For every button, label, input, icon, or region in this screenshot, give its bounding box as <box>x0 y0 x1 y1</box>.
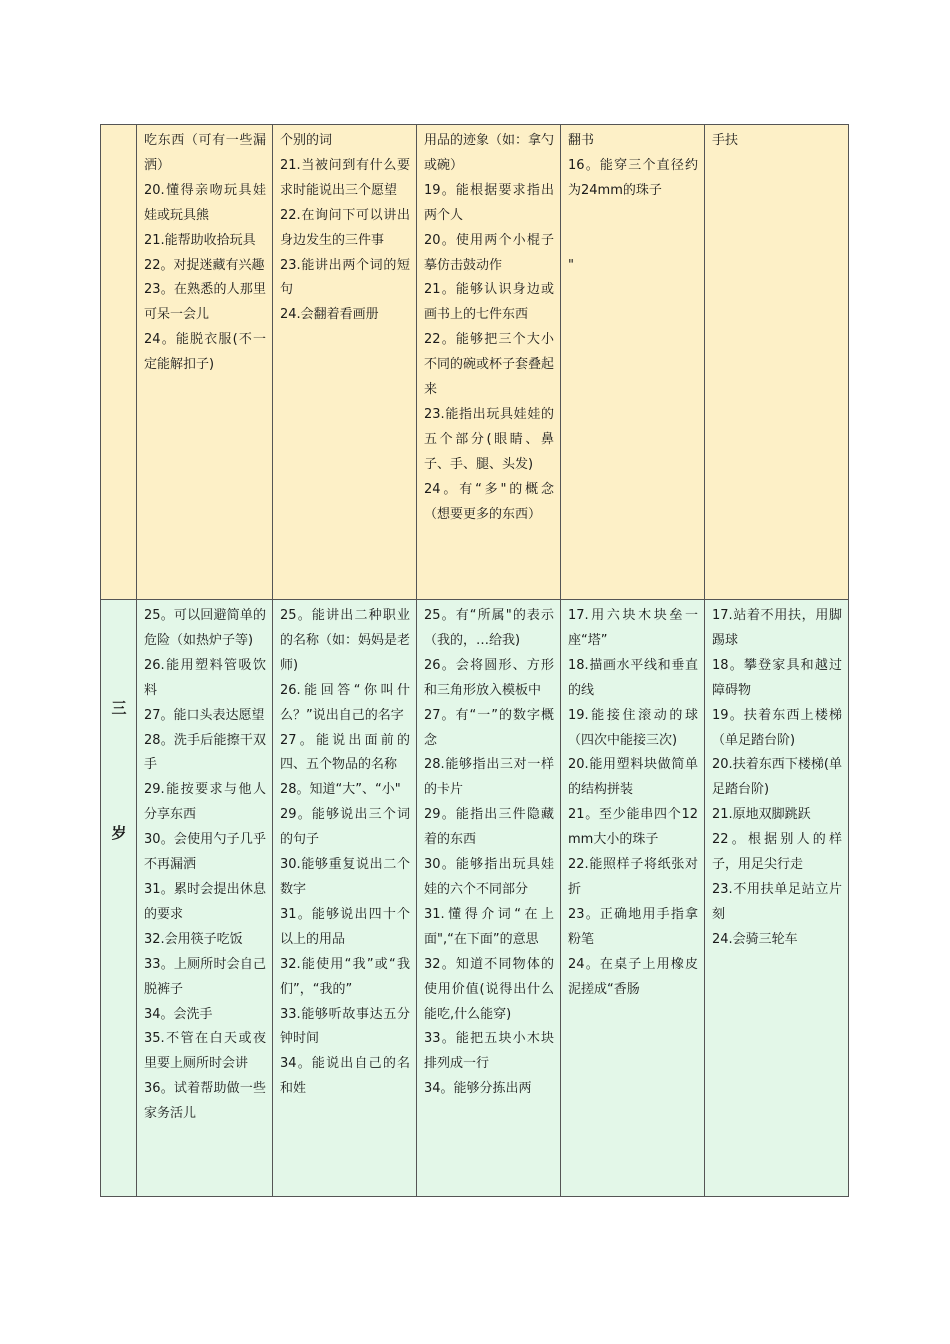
table-row-continued <box>101 125 849 600</box>
milestone-item: 手扶 <box>712 133 739 148</box>
milestone-item: 28.能够指出三对一样的卡片 <box>424 757 554 798</box>
milestone-item: 24。在桌子上用橡皮泥搓成“香肠 <box>568 956 698 997</box>
milestone-item: 26.能回答“你叫什么？”说出自己的名字 <box>280 682 410 723</box>
milestone-item: 32.会用筷子吃饭 <box>144 931 243 947</box>
milestone-item: 29。能指出三件隐藏着的东西 <box>424 807 554 848</box>
milestone-item: 26。会将圆形、方形和三角形放入模板中 <box>424 657 554 698</box>
milestone-item: 17.站着不用扶，用脚踢球 <box>712 608 842 648</box>
milestone-item: 32。知道不同物体的使用价值(说得出什么能吃,什么能穿) <box>424 956 554 1022</box>
milestone-item: 27。能说出面前的四、五个物品的名称 <box>280 732 410 773</box>
milestone-item <box>568 229 698 254</box>
milestone-item: 27。有“一”的数字概念 <box>424 707 554 748</box>
milestone-item: 个别的词 <box>280 133 333 148</box>
milestone-item: 22。根据别人的样子，用足尖行走 <box>712 832 842 873</box>
milestone-item: 31。累时会提出休息的要求 <box>144 881 266 922</box>
milestone-item: 30.能够重复说出二个数字 <box>280 857 410 897</box>
milestone-item: 吃东西（可有一些漏洒） <box>144 133 266 173</box>
milestone-item: 21.当被问到有什么要求时能说出三个愿望 <box>280 157 410 198</box>
cell-fine-motor <box>561 125 705 600</box>
milestone-item: 35.不管在白天或夜里要上厕所时会讲 <box>144 1031 266 1072</box>
milestone-item: 25。可以回避简单的危险（如热炉子等) <box>144 608 266 648</box>
age-label-char-1: 三 <box>111 699 127 717</box>
milestone-item: 21.原地双脚跳跃 <box>712 807 811 823</box>
milestone-item: 27。能口头表达愿望 <box>144 707 265 723</box>
milestone-item: 16。能穿三个直径约为24mm的珠子 <box>568 157 698 198</box>
milestone-item: 22.能照样子将纸张对折 <box>568 857 698 897</box>
milestone-item: 33。上厕所时会自己脱裤子 <box>144 956 266 997</box>
cell-self-care <box>137 125 273 600</box>
milestone-item: 24.会骑三轮车 <box>712 931 798 947</box>
milestone-item: 18。攀登家具和越过障碍物 <box>712 657 842 698</box>
milestone-item: 23.能指出玩具娃娃的五个部分(眼睛、鼻子、手、腿、头发) <box>424 406 554 472</box>
cell-gross-motor <box>705 125 849 600</box>
milestone-item: 34。能说出自己的名和姓 <box>280 1056 410 1097</box>
milestone-item: 20.懂得亲吻玩具娃娃或玩具熊 <box>144 182 266 223</box>
milestone-item: 31。能够说出四十个以上的用品 <box>280 906 410 947</box>
milestone-item: 22.在询问下可以讲出身边发生的三件事 <box>280 207 410 248</box>
cell-self-care <box>137 600 273 1197</box>
milestone-item: 23.不用扶单足站立片刻 <box>712 881 842 922</box>
milestone-item: 36。试着帮助做一些家务活儿 <box>144 1081 266 1122</box>
milestone-item: 30。会使用勺子几乎不再漏洒 <box>144 832 266 873</box>
milestone-item: 25。有“所属"的表示（我的，…给我) <box>424 608 554 648</box>
milestone-item: 22。对捉迷藏有兴趣 <box>144 257 265 273</box>
milestone-item: 19.能接住滚动的球（四次中能接三次) <box>568 707 698 748</box>
milestone-item: 32.能使用“我”或“我们”，“我的” <box>280 956 410 997</box>
milestone-item: 20.扶着东西下楼梯(单足踏台阶) <box>712 757 842 798</box>
milestone-item: 24。有“多"的概念（想要更多的东西） <box>424 481 554 522</box>
milestone-item <box>568 204 698 229</box>
development-milestones-table <box>100 124 849 1197</box>
milestone-item: 24.会翻着看画册 <box>280 307 379 323</box>
milestone-item: 18.描画水平线和垂直的线 <box>568 657 698 698</box>
cell-fine-motor <box>561 600 705 1197</box>
milestone-item: 25。能讲出二种职业的名称（如：妈妈是老师) <box>280 608 411 673</box>
milestone-item: " <box>568 257 574 273</box>
cell-cognition <box>417 125 561 600</box>
milestone-item: 29.能按要求与他人分享东西 <box>144 782 266 823</box>
milestone-item: 20。使用两个小棍子摹仿击鼓动作 <box>424 232 554 273</box>
milestone-item: 33.能够听故事达五分钟时间 <box>280 1006 410 1047</box>
cell-cognition <box>417 600 561 1197</box>
cell-gross-motor <box>705 600 849 1197</box>
milestone-item: 21。至少能串四个12mm大小的珠子 <box>568 807 698 848</box>
milestone-item: 21。能够认识身边或画书上的七件东西 <box>424 282 554 323</box>
milestone-item: 29。能够说出三个词的句子 <box>280 807 410 848</box>
milestone-item: 34。能够分拣出两 <box>424 1081 532 1097</box>
milestone-item: 23。正确地用手指拿粉笔 <box>568 906 698 947</box>
age-cell <box>101 125 137 600</box>
milestone-item: 19。扶着东西上楼梯（单足踏台阶) <box>712 707 842 748</box>
age-label-char-2: 岁 <box>111 824 127 842</box>
milestone-item: 24。能脱衣服(不一定能解扣子) <box>144 332 266 373</box>
milestone-item: 19。能根据要求指出两个人 <box>424 182 554 223</box>
milestone-item: 17.用六块木块垒一座“塔” <box>568 608 698 648</box>
milestone-item: 33。能把五块小木块排列成一行 <box>424 1031 554 1072</box>
milestone-item: 21.能帮助收拾玩具 <box>144 232 256 248</box>
milestone-item: 23.能讲出两个词的短句 <box>280 257 410 298</box>
age-cell <box>101 600 137 1197</box>
milestone-item: 28。洗手后能擦干双手 <box>144 732 266 773</box>
milestone-item: 22。能够把三个大小不同的碗或杯子套叠起来 <box>424 332 555 398</box>
milestone-item: 28。知道“大”、“小" <box>280 782 401 798</box>
milestone-item: 26.能用塑料管吸饮料 <box>144 657 266 698</box>
milestone-item: 20.能用塑料块做简单的结构拼装 <box>568 757 698 798</box>
milestone-item: 30。能够指出玩具娃娃的六个不同部分 <box>424 857 554 897</box>
milestone-item: 34。会洗手 <box>144 1006 213 1022</box>
table-row-three-years <box>101 600 849 1197</box>
cell-language <box>273 600 417 1197</box>
milestone-item: 31.懂得介词“在上面",“在下面”的意思 <box>424 906 554 947</box>
cell-language <box>273 125 417 600</box>
milestone-item: 用品的迹象（如：拿勺或碗） <box>424 133 555 173</box>
milestone-item: 23。在熟悉的人那里可呆一会儿 <box>144 282 266 323</box>
milestone-item: 翻书 <box>568 133 595 148</box>
